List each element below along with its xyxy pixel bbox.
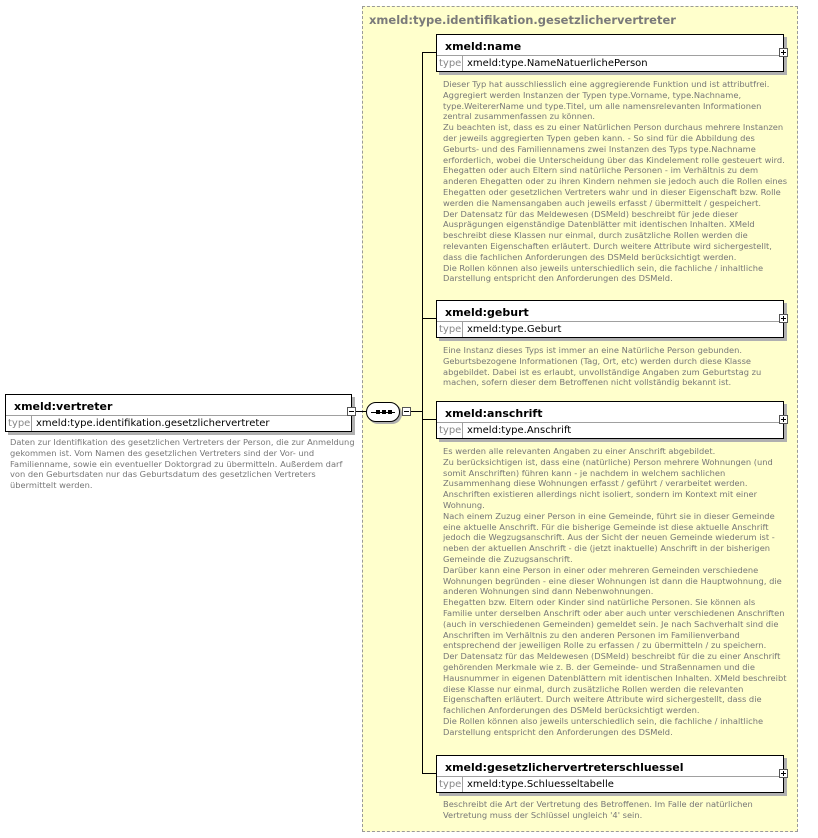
element-documentation: Dieser Typ hat ausschliesslich eine aggregierende Funktion und ist attributfrei. Aggregiert werden Instanzen der Typen type.Vorname, type.Nachname, type.WeitererName und type.Titel, um alle namensrelevanten Informationen zentral zusammenfassen zu können. Zu beachten ist, dass es zu einer Natürlichen Person durchaus mehrere Instanzen der jeweils aggregierten Typen geben kann. - So sind für die Abbildung des Geburts- und des Familiennamens zwei Instanzen des Typs type.Nachname erforderlich, wobei die Unterscheidung über das Kindelement rolle gesteuert wird. Ehegatten oder auch Eltern sind natürliche Personen - im Verhältnis zu dem anderen Ehegatten oder zu ihren Kindern nehmen sie jedoch auch die Rollen eines Ehegatten oder gesetzlichen Vertreters wahr und in dieser Eigenschaft bzw. Rolle werden die Namensangaben auch jeweils erfasst / übermittelt / gespeichert. Der Datensatz für das Meldewesen (DSMeld) beschreibt für jede dieser Ausprägungen eigenständige Datenblätter mit identischen Inhalten. XMeld beschreibt diese Klassen nur einmal, durch zusätzliche Rollen werden die relevanten Eigenschaften erläutert. Durch weitere Attribute wird sichergestellt, dass die fachlichen Anforderungen des DSMeld berücksichtigt werden. Die Rollen können also jeweils unterschiedlich sein, die fachliche / inhaltliche Darstellung entspricht den Anforderungen des DSMeld. bbox=[443, 79, 788, 284]
element-documentation: Es werden alle relevanten Angaben zu einer Anschrift abgebildet. Zu berücksichtigen ist, dass eine (natürliche) Person mehrere Wohnungen (und somit Anschriften) führen kann - je nachdem in welchem sachlichen Zusammenhang diese Wohnungen erfasst / geführt / verarbeitet werden. Anschriften existieren allerdings nicht isoliert, sondern im Kontext mit einer Wohnung. Nach einem Zuzug einer Person in eine Gemeinde, führt sie in dieser Gemeinde eine aktuelle Anschrift. Für die bisherige Gemeinde ist diese aktuelle Anschrift jedoch die Wegzugsanschrift. Aus der Sicht der neuen Gemeinde wiederum ist - neben der aktuellen Anschrift - die (jetzt inaktuelle) Anschrift in der bisherigen Gemeinde die Zuzugsanschrift. Darüber kann eine Person in einer oder mehreren Gemeinden verschiedene Wohnungen begründen - eine dieser Wohnungen ist dann die Hauptwohnung, die anderen Wohnungen sind dann Nebenwohnungen. Ehegatten bzw. Eltern oder Kinder sind natürliche Personen. Sie können als Familie unter derselben Anschrift oder aber auch unter verschiedenen Anschriften (auch in verschiedenen Gemeinden) gemeldet sein. Je nach Sachverhalt sind die Anschriften im Verhältnis zu den anderen Personen im Familienverband entsprechend der jeweiligen Rolle zu erfassen / zu übermitteln / zu speichern. Der Datensatz für das Meldewesen (DSMeld) beschreibt für die zu einer Anschrift gehörenden Merkmale wie z. B. der Gemeinde- und Straßennamen und die Hausnummer in eigenen Datenblättern mit identischen Inhalten. XMeld beschreibt diese Klasse nur einmal, durch zusätzliche Rollen werden die relevanten Eigenschaften erläutert. Durch weitere Attribute wird sichergestellt, dass die fachlichen Anforderungen des DSMeld berücksichtigt werden. Die Rollen können also jeweils unterschiedlich sein, die fachliche / inhaltliche Darstellung entspricht den Anforderungen des DSMeld. bbox=[443, 446, 787, 737]
type-value: xmeld:type.Schluesseltabelle bbox=[467, 779, 614, 790]
type-value: xmeld:type.Geburt bbox=[467, 324, 562, 335]
type-label: type bbox=[439, 324, 462, 335]
element-box-anschrift[interactable] bbox=[436, 401, 784, 439]
connector-to-name bbox=[422, 52, 436, 53]
expand-icon[interactable] bbox=[779, 314, 788, 323]
element-documentation: Eine Instanz dieses Typs ist immer an eine Natürliche Person gebunden. Geburtsbezogene Informationen (Tag, Ort, etc) werden durch diese Klasse abgebildet. Dabei ist es erlaubt, unvollständige Angaben zum Geburtstag zu machen, sofern dieser dem Betroffenen nicht vollständig bekannt ist. bbox=[443, 345, 762, 388]
sequence-compositor-icon[interactable] bbox=[366, 402, 400, 422]
root-collapse-icon[interactable] bbox=[347, 407, 356, 416]
root-element-box[interactable] bbox=[5, 394, 352, 432]
type-value: xmeld:type.Anschrift bbox=[467, 425, 572, 436]
element-name: xmeld:anschrift bbox=[445, 407, 543, 420]
element-documentation: Beschreibt die Art der Vertretung des Betroffenen. Im Falle der natürlichen Vertretung muss der Schlüssel ungleich '4' sein. bbox=[443, 799, 753, 820]
element-name: xmeld:gesetzlichervertreterschluessel bbox=[445, 761, 684, 774]
sequence-collapse-icon[interactable] bbox=[402, 407, 411, 416]
expand-icon[interactable] bbox=[779, 48, 788, 57]
type-label: type bbox=[439, 425, 462, 436]
expand-icon[interactable] bbox=[779, 415, 788, 424]
connector-to-geburt bbox=[422, 318, 436, 319]
connector-root-to-sequence bbox=[356, 411, 366, 412]
root-type-value: xmeld:type.identifikation.gesetzlichervertreter bbox=[36, 418, 270, 429]
complex-type-title: xmeld:type.identifikation.gesetzlichervertreter bbox=[369, 13, 676, 27]
type-label: type bbox=[439, 779, 462, 790]
expand-icon[interactable] bbox=[779, 769, 788, 778]
type-label: type bbox=[439, 58, 462, 69]
connector-to-schluessel bbox=[422, 773, 436, 774]
element-name: xmeld:geburt bbox=[445, 306, 529, 319]
element-box-name[interactable] bbox=[436, 34, 784, 72]
root-documentation: Daten zur Identifikation des gesetzlichen Vertreters der Person, die zur Anmeldung gekommen ist. Vom Namen des gesetzlichen Vertreters sind der Vor- und Familienname, sowie ein eventueller Doktorgrad zu übermitteln. Außerdem darf von den Geburtsdaten nur das Geburtsdatum des gesetzlichen Vertreters übermittelt werden. bbox=[10, 437, 355, 491]
type-value: xmeld:type.NameNatuerlichePerson bbox=[467, 58, 648, 69]
root-element-name: xmeld:vertreter bbox=[14, 400, 113, 413]
connector-sequence-out bbox=[411, 411, 422, 412]
connector-vertical-bus bbox=[422, 52, 423, 773]
root-type-row bbox=[6, 415, 351, 431]
root-type-label: type bbox=[8, 418, 31, 429]
element-box-gesetzlichervertreterschluessel[interactable] bbox=[436, 755, 784, 793]
element-box-geburt[interactable] bbox=[436, 300, 784, 338]
element-name: xmeld:name bbox=[445, 40, 522, 53]
connector-to-anschrift bbox=[422, 419, 436, 420]
